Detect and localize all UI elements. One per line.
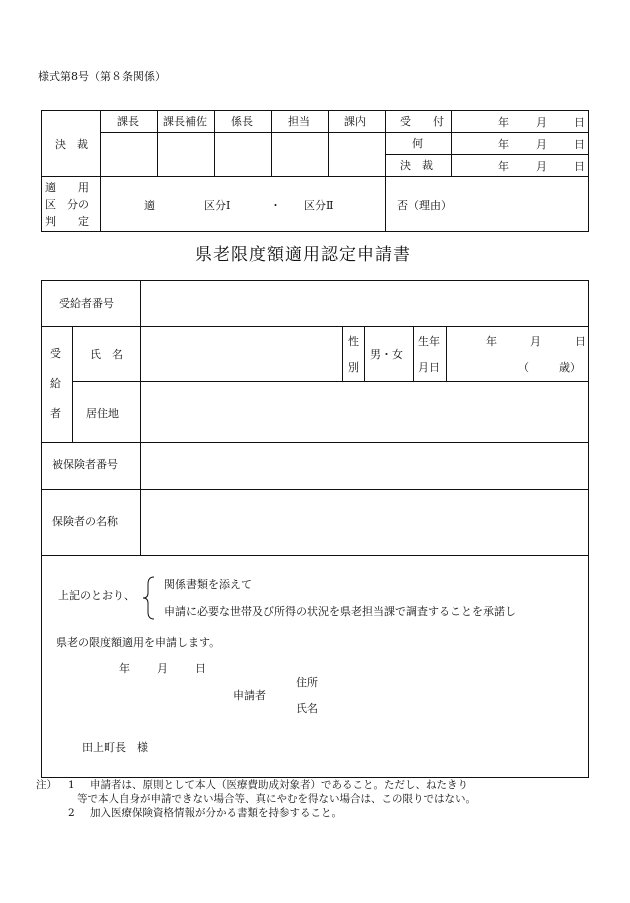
role-staff: 担当 [288,115,310,128]
note-2: 加入医療保険資格情報が分かる書類を持参すること。 [90,807,342,819]
declaration-lead: 上記のとおり、 [58,589,135,602]
recipient-label-3: 者 [50,407,61,420]
insurer-name-field[interactable] [142,491,586,553]
birth-day: 日 [575,335,586,348]
form-number: 様式第8号（第８条関係） [38,70,166,83]
name-field[interactable] [142,328,340,379]
sex-label-2: 別 [348,361,359,374]
recipient-label-2: 給 [50,377,61,390]
step-decision-day: 日 [574,160,585,173]
application-day: 日 [195,662,206,675]
name-label: 氏 名 [90,348,123,361]
sex-label-1: 性 [348,335,359,348]
applicant-name-label: 氏名 [296,702,318,715]
birth-label-1: 生年 [418,335,440,348]
age-close: 歳） [559,361,581,374]
applicant-label: 申請者 [233,689,266,702]
judgment-separator: ・ [270,199,281,212]
notes-prefix: 注） [36,779,57,791]
step-received-month: 月 [536,116,547,129]
recipient-number-label: 受給者番号 [59,297,114,310]
recipient-label-1: 受 [50,347,61,360]
addressee: 田上町長 様 [82,741,148,754]
step-inquiry-month: 月 [536,138,547,151]
role-sub-chief: 係長 [231,115,253,128]
judgment-label-3: 判 定 [45,215,89,228]
birth-year: 年 [486,335,497,348]
page-title: 県老限度額適用認定申請書 [195,245,411,265]
step-inquiry-label: 何 [412,137,423,150]
age-open: （ [518,361,529,374]
recipient-number-field[interactable] [142,282,586,324]
step-received-year: 年 [498,116,509,129]
declaration-line-2: 県老の限度額適用を申請します。 [56,636,221,649]
step-received-day: 日 [574,116,585,129]
step-received-label: 受 付 [400,115,444,128]
note-1-number: 1 [68,779,75,791]
applicant-address-label: 住所 [296,676,318,689]
judgment-category-2: 区分Ⅱ [304,199,334,212]
step-inquiry-day: 日 [574,138,585,151]
declaration-option-1[interactable]: 関係書類を添えて [164,578,252,591]
judgment-unfit: 否（理由） [397,199,452,212]
address-label: 居住地 [86,407,119,420]
birth-label-2: 月日 [418,361,440,374]
judgment-label-2: 区 分の [45,198,89,211]
sex-options[interactable]: 男・女 [370,348,403,361]
note-1-line-b: 等で本人自身が申請できない場合等、真にやむを得ない場合は、この限りではない。 [77,793,476,805]
insurer-name-label: 保険者の名称 [52,515,118,528]
judgment-label-1: 適 用 [45,181,89,194]
judgment-category-1: 区分Ⅰ [204,199,231,212]
birth-month: 月 [530,335,541,348]
insured-number-label: 被保険者番号 [52,458,118,471]
note-1-line-a: 申請者は、原則として本人（医療費助成対象者）であること。ただし、ねたきり [90,779,468,791]
judgment-fit: 適 [144,199,155,212]
step-inquiry-year: 年 [498,138,509,151]
address-field[interactable] [142,383,586,440]
role-assistant-chief: 課長補佐 [163,115,207,128]
insured-number-field[interactable] [142,444,586,487]
step-decision-label: 決 裁 [400,159,433,172]
role-section-chief: 課長 [117,115,139,128]
brace-icon [142,576,156,620]
step-decision-year: 年 [498,160,509,173]
step-decision-month: 月 [536,160,547,173]
role-internal: 課内 [344,115,366,128]
declaration-option-2[interactable]: 申請に必要な世帯及び所得の状況を県老担当課で調査することを承諾し [164,605,516,618]
application-year: 年 [119,662,130,675]
note-2-number: 2 [68,807,75,819]
application-month: 月 [157,662,168,675]
approval-label: 決 裁 [55,138,88,151]
